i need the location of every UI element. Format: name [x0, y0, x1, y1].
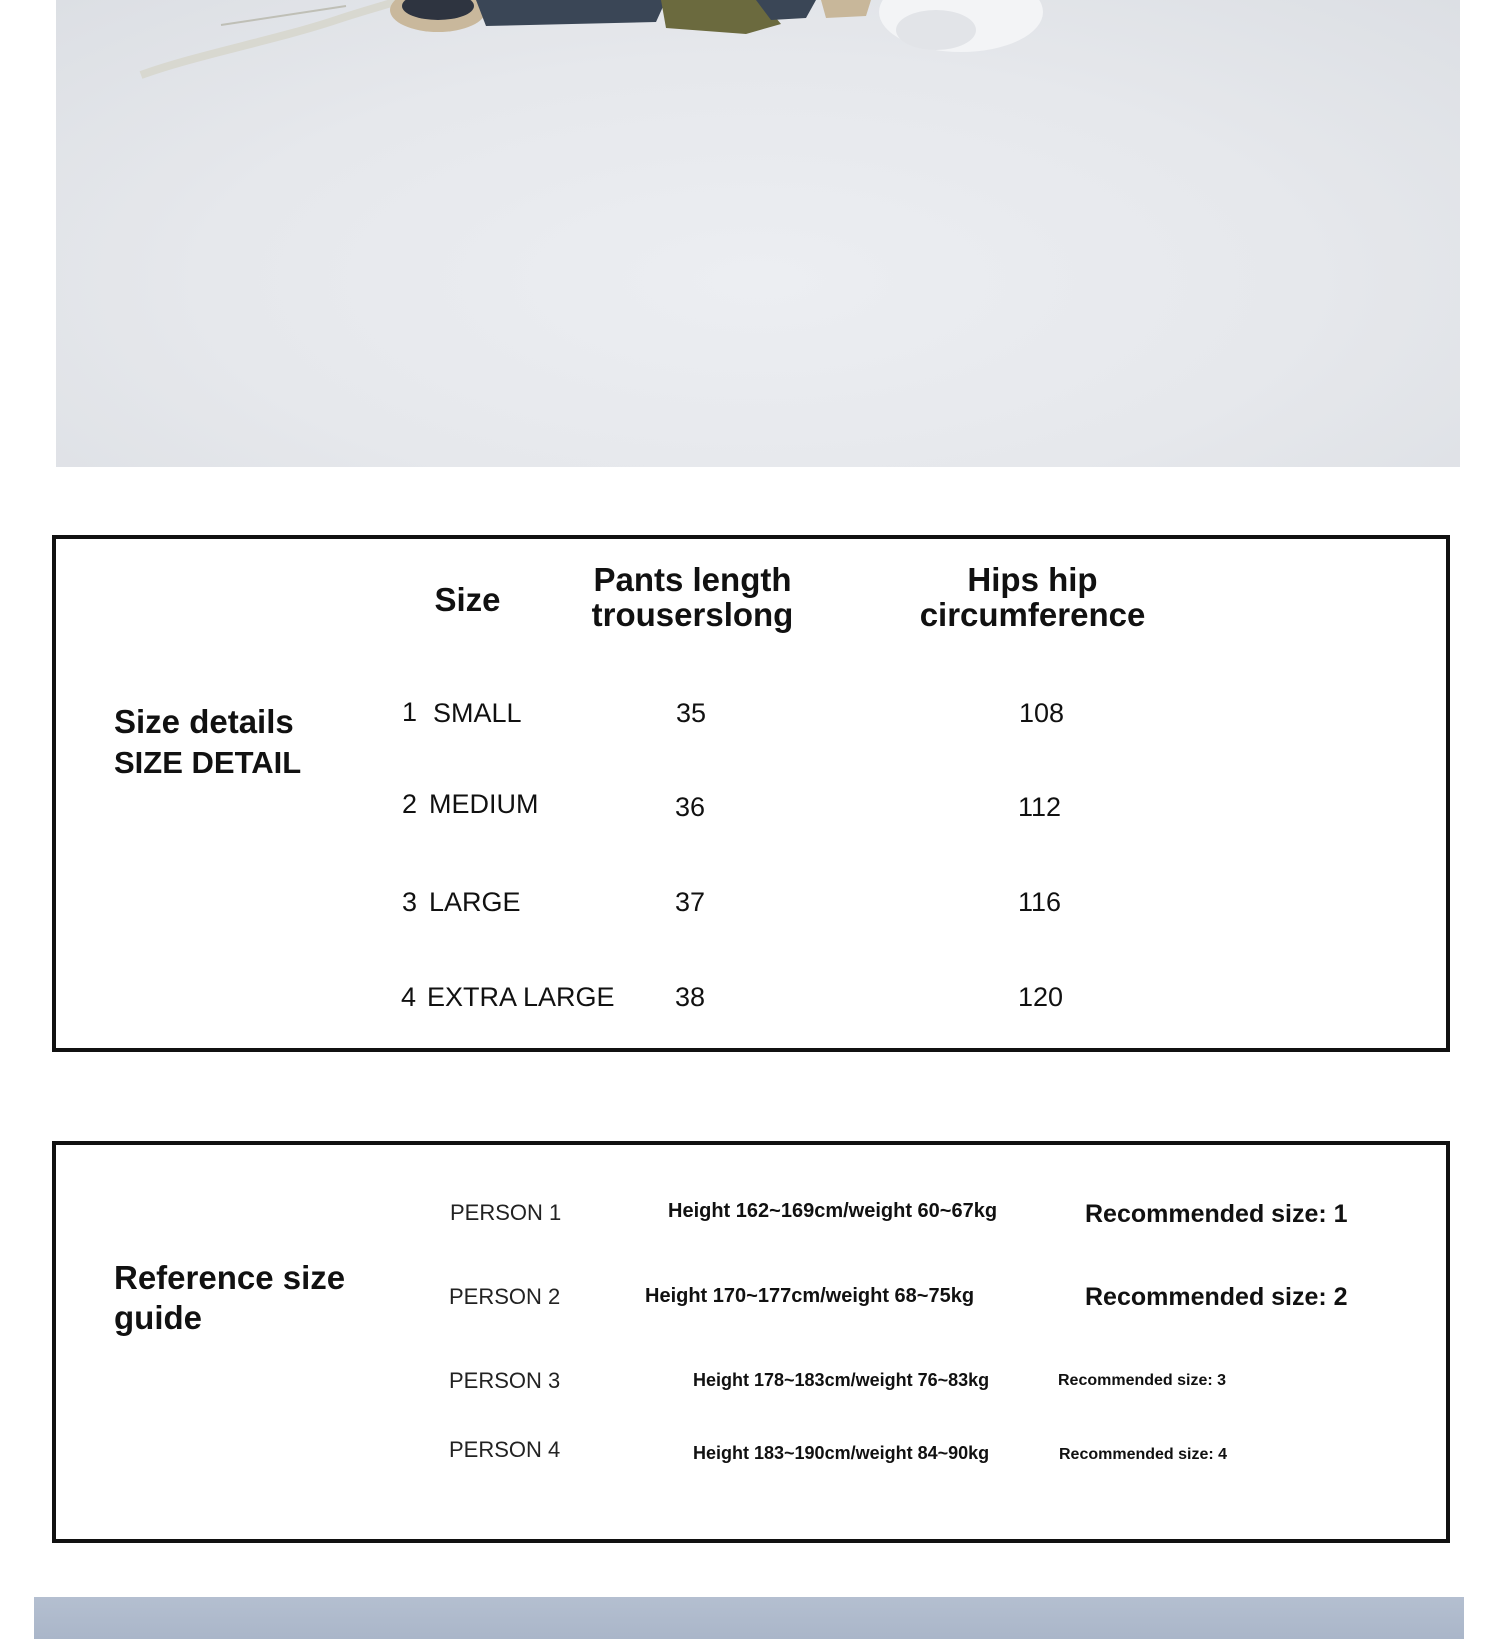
size-number: 3 [402, 887, 418, 917]
photo-objects-illustration [56, 0, 1460, 467]
reference-guide-title-line2: guide [114, 1299, 202, 1336]
person-label: PERSON 2 [449, 1284, 561, 1309]
product-photo-bottom [34, 1597, 1464, 1639]
person-measurements: Height 183~190cm/weight 84~90kg [693, 1443, 990, 1463]
header-hips-sub: circumference [919, 596, 1146, 633]
recommended-size: Recommended size: 3 [1058, 1372, 1227, 1389]
header-pants-length: Pants length [593, 561, 792, 598]
size-detail-subtitle: SIZE DETAIL [114, 745, 302, 780]
product-photo [56, 0, 1460, 467]
person-label: PERSON 4 [449, 1437, 561, 1462]
recommended-size: Recommended size: 1 [1085, 1200, 1348, 1228]
person-label: PERSON 3 [449, 1368, 561, 1393]
pants-length-value: 35 [676, 698, 707, 728]
hips-value: 112 [1018, 792, 1062, 822]
hips-value: 108 [1019, 698, 1065, 728]
size-name: SMALL [433, 698, 522, 728]
header-pants-length-sub: trouserslong [591, 596, 794, 633]
size-name: EXTRA LARGE [427, 982, 615, 1012]
size-number: 2 [402, 789, 418, 819]
pants-length-value: 37 [675, 887, 706, 917]
size-number: 1 [402, 697, 418, 727]
hips-value: 120 [1018, 982, 1064, 1012]
person-measurements: Height 178~183cm/weight 76~83kg [693, 1370, 990, 1390]
pants-length-value: 38 [675, 982, 706, 1012]
size-name: LARGE [429, 887, 521, 917]
pants-length-value: 36 [675, 792, 706, 822]
header-size: Size [434, 581, 501, 618]
person-measurements: Height 162~169cm/weight 60~67kg [668, 1200, 998, 1222]
person-label: PERSON 1 [450, 1200, 562, 1225]
size-name: MEDIUM [429, 789, 539, 819]
size-number: 4 [401, 982, 417, 1012]
person-measurements: Height 170~177cm/weight 68~75kg [645, 1285, 975, 1307]
hips-value: 116 [1018, 887, 1062, 917]
header-hips: Hips hip [967, 561, 1098, 598]
size-detail-title: Size details [114, 703, 294, 740]
reference-guide-title: Reference size [114, 1259, 346, 1296]
recommended-size: Recommended size: 4 [1059, 1446, 1228, 1463]
recommended-size: Recommended size: 2 [1085, 1283, 1348, 1311]
